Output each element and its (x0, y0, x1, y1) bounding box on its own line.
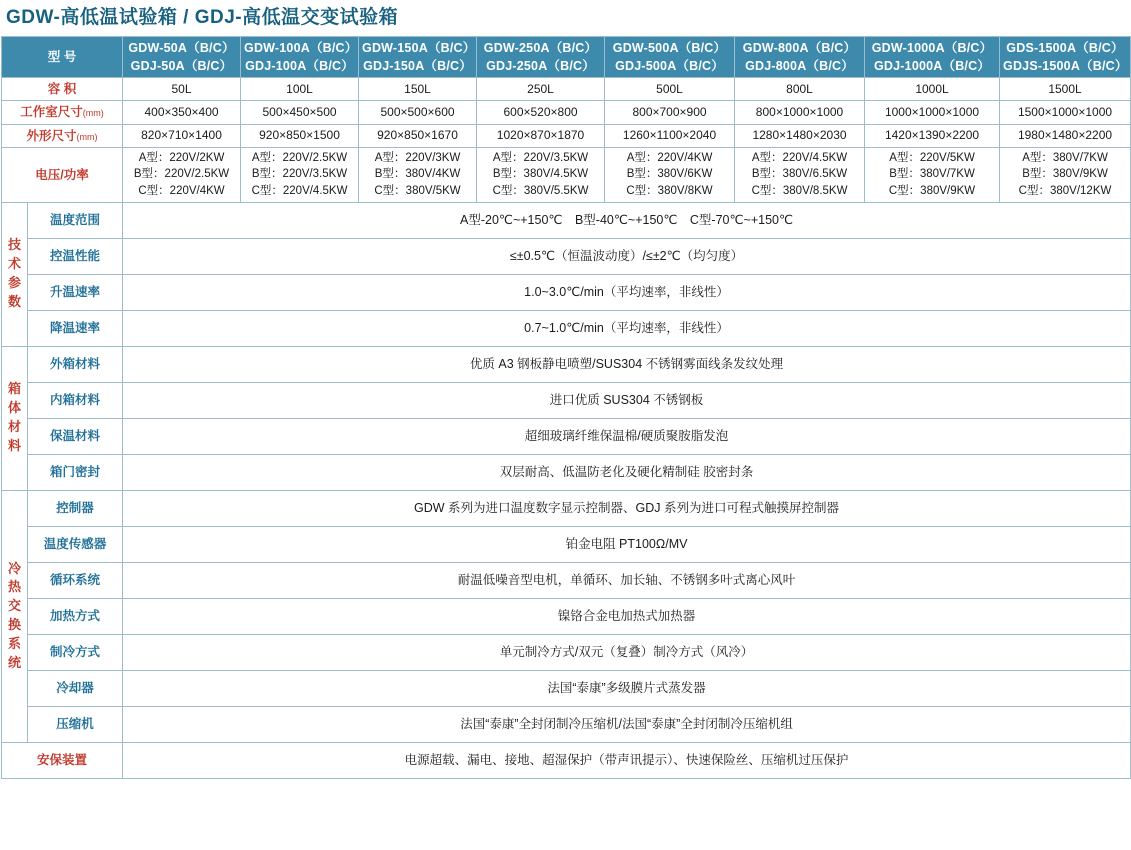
group-label-cabinet-c1: 箱 (7, 381, 21, 397)
group-label-exchange-c1: 冷 (7, 560, 21, 576)
row-label-compressor: 压缩机 (28, 706, 123, 742)
volume-value-8: 1500L (1000, 78, 1131, 101)
power-col-5-b: B型：380V/6KW (626, 168, 713, 181)
row-cooling-method (2, 634, 1131, 670)
row-value-cooling-method: 单元制冷方式/双元（复叠）制冷方式（风冷） (123, 634, 1131, 670)
power-col-8-b: B型：380V/9KW (1022, 168, 1108, 181)
inner-size-value-6: 800×1000×1000 (735, 101, 865, 124)
power-col-7-b: B型：380V/7KW (889, 168, 975, 181)
outer-size-value-2: 920×850×1500 (241, 124, 359, 147)
row-value-circulation: 耐温低噪音型电机，单循环、加长轴、不锈钢多叶式离心风叶 (123, 562, 1131, 598)
header-model-label: 型 号 (2, 37, 123, 78)
row-volume (2, 78, 1131, 101)
row-value-heating-rate: 1.0~3.0℃/min（平均速率，非线性） (123, 274, 1131, 310)
row-label-inner-material: 内箱材料 (28, 382, 123, 418)
header-model-6 (735, 37, 865, 78)
power-col-7-a: A型：220V/5KW (889, 151, 975, 164)
header-model-7 (865, 37, 1000, 78)
power-col-1 (123, 147, 241, 202)
table-header-row (2, 37, 1131, 78)
row-value-heating-method: 镍铬合金电加热式加热器 (123, 598, 1131, 634)
row-insulation-material (2, 418, 1131, 454)
row-heating-method (2, 598, 1131, 634)
volume-value-3: 150L (359, 78, 477, 101)
header-model-3 (359, 37, 477, 78)
header-model-3-line2: GDJ-150A（B/C） (363, 59, 472, 74)
outer-size-value-4: 1020×870×1870 (477, 124, 605, 147)
row-label-outer-material: 外箱材料 (28, 346, 123, 382)
row-cooling-rate (2, 310, 1131, 346)
power-col-3-b: B型：380V/4KW (374, 168, 461, 181)
header-model-2-line1: GDW-100A（B/C） (244, 41, 358, 55)
volume-value-5: 500L (605, 78, 735, 101)
group-label-tech (2, 202, 28, 346)
outer-size-value-5: 1260×1100×2040 (605, 124, 735, 147)
row-value-cooling-rate: 0.7~1.0℃/min（平均速率，非线性） (123, 310, 1131, 346)
row-label-temp-range: 温度范围 (28, 202, 123, 238)
inner-size-value-3: 500×500×600 (359, 101, 477, 124)
row-controller (2, 490, 1131, 526)
outer-size-value-3: 920×850×1670 (359, 124, 477, 147)
group-label-tech-c1: 技 (7, 237, 21, 253)
row-temp-sensor (2, 526, 1131, 562)
row-value-outer-material: 优质 A3 钢板静电喷塑/SUS304 不锈钢雾面线条发纹处理 (123, 346, 1131, 382)
power-col-3-c: C型：380V/5KW (374, 184, 461, 197)
row-outer-material (2, 346, 1131, 382)
outer-size-value-7: 1420×1390×2200 (865, 124, 1000, 147)
group-label-cabinet-c2: 体 (7, 400, 21, 416)
specification-table (1, 36, 1131, 779)
group-label-cabinet-c4: 料 (7, 437, 21, 453)
inner-size-value-1: 400×350×400 (123, 101, 241, 124)
header-model-6-line1: GDW-800A（B/C） (742, 41, 857, 55)
outer-size-value-1: 820×710×1400 (123, 124, 241, 147)
row-label-insulation-material: 保温材料 (28, 418, 123, 454)
group-label-tech-c2: 术 (7, 256, 21, 272)
power-col-5-c: C型：380V/8KW (626, 184, 713, 197)
row-label-power: 电压/功率 (2, 147, 123, 202)
outer-size-value-8: 1980×1480×2200 (1000, 124, 1131, 147)
power-col-6-a: A型：220V/4.5KW (751, 151, 848, 164)
row-label-cooler: 冷却器 (28, 670, 123, 706)
power-col-4-a: A型：220V/3.5KW (492, 151, 589, 164)
group-label-exchange (2, 490, 28, 742)
outer-size-label-text: 外形尺寸 (26, 128, 77, 143)
row-label-volume: 容 积 (2, 78, 123, 101)
inner-size-value-2: 500×450×500 (241, 101, 359, 124)
header-model-4-line1: GDW-250A（B/C） (483, 41, 598, 55)
row-cooler (2, 670, 1131, 706)
row-value-compressor: 法国“泰康”全封闭制冷压缩机/法国“泰康”全封闭制冷压缩机组 (123, 706, 1131, 742)
group-label-cabinet (2, 346, 28, 490)
volume-value-2: 100L (241, 78, 359, 101)
inner-size-value-7: 1000×1000×1000 (865, 101, 1000, 124)
power-col-3-a: A型：220V/3KW (374, 151, 461, 164)
row-label-heating-method: 加热方式 (28, 598, 123, 634)
group-label-exchange-c4: 换 (7, 617, 21, 633)
row-label-door-seal: 箱门密封 (28, 454, 123, 490)
power-col-1-b: B型：220V/2.5KW (133, 168, 230, 181)
row-inner-material (2, 382, 1131, 418)
header-model-6-line2: GDJ-800A（B/C） (745, 59, 854, 74)
row-inner-size (2, 101, 1131, 124)
group-label-cabinet-c3: 材 (7, 419, 21, 435)
group-label-exchange-c5: 系 (7, 635, 21, 651)
outer-size-unit: (mm) (76, 131, 98, 142)
header-model-7-line1: GDW-1000A（B/C） (871, 41, 993, 55)
row-value-temp-control: ≤±0.5℃（恒温波动度）/≤±2℃（均匀度） (123, 238, 1131, 274)
volume-value-1: 50L (123, 78, 241, 101)
row-temp-range (2, 202, 1131, 238)
row-door-seal (2, 454, 1131, 490)
row-label-heating-rate: 升温速率 (28, 274, 123, 310)
row-label-outer-size (2, 124, 123, 147)
power-col-3 (359, 147, 477, 202)
header-model-4 (477, 37, 605, 78)
row-value-temp-range: A型-20℃~+150℃ B型-40℃~+150℃ C型-70℃~+150℃ (123, 202, 1131, 238)
row-compressor (2, 706, 1131, 742)
volume-value-7: 1000L (865, 78, 1000, 101)
row-label-safety: 安保装置 (2, 742, 123, 778)
row-safety (2, 742, 1131, 778)
inner-size-value-8: 1500×1000×1000 (1000, 101, 1131, 124)
row-label-controller: 控制器 (28, 490, 123, 526)
power-col-2-a: A型：220V/2.5KW (251, 151, 348, 164)
row-circulation (2, 562, 1131, 598)
power-col-2-b: B型：220V/3.5KW (251, 168, 348, 181)
row-value-safety: 电源超载、漏电、接地、超湿保护（带声讯提示）、快速保险丝、压缩机过压保护 (123, 742, 1131, 778)
row-label-circulation: 循环系统 (28, 562, 123, 598)
header-model-1 (123, 37, 241, 78)
power-col-4 (477, 147, 605, 202)
group-label-exchange-c3: 交 (7, 598, 21, 614)
header-model-1-line1: GDW-50A（B/C） (128, 41, 235, 55)
header-model-8-line2: GDJS-1500A（B/C） (1003, 59, 1128, 74)
outer-size-value-6: 1280×1480×2030 (735, 124, 865, 147)
row-value-controller: GDW 系列为进口温度数字显示控制器、GDJ 系列为进口可程式触摸屏控制器 (123, 490, 1131, 526)
power-col-1-c: C型：220V/4KW (138, 184, 225, 197)
power-col-2 (241, 147, 359, 202)
power-col-8-a: A型：380V/7KW (1022, 151, 1108, 164)
group-label-exchange-c2: 热 (7, 579, 21, 595)
group-label-tech-c4: 数 (7, 293, 21, 309)
power-col-5-a: A型：220V/4KW (626, 151, 713, 164)
power-col-2-c: C型：220V/4.5KW (251, 184, 348, 197)
power-col-6-b: B型：380V/6.5KW (751, 168, 848, 181)
power-col-8-c: C型：380V/12KW (1018, 184, 1112, 197)
power-col-5 (605, 147, 735, 202)
header-model-4-line2: GDJ-250A（B/C） (486, 59, 595, 74)
power-col-4-b: B型：380V/4.5KW (492, 168, 589, 181)
row-value-cooler: 法国“泰康”多级膜片式蒸发器 (123, 670, 1131, 706)
header-model-5 (605, 37, 735, 78)
row-value-temp-sensor: 铂金电阻 PT100Ω/MV (123, 526, 1131, 562)
power-col-6-c: C型：380V/8.5KW (751, 184, 848, 197)
group-label-tech-c3: 参 (7, 275, 21, 291)
power-col-7 (865, 147, 1000, 202)
header-model-5-line2: GDJ-500A（B/C） (615, 59, 724, 74)
power-col-1-a: A型：220V/2KW (138, 151, 225, 164)
page-title: GDW-高低温试验箱 / GDJ-高低温交变试验箱 (6, 7, 399, 28)
power-col-8 (1000, 147, 1131, 202)
row-value-door-seal: 双层耐高、低温防老化及硬化精制硅 胶密封条 (123, 454, 1131, 490)
header-model-5-line1: GDW-500A（B/C） (612, 41, 727, 55)
header-model-7-line2: GDJ-1000A（B/C） (874, 59, 991, 74)
row-heating-rate (2, 274, 1131, 310)
row-label-inner-size (2, 101, 123, 124)
volume-value-4: 250L (477, 78, 605, 101)
group-label-exchange-c6: 统 (7, 654, 21, 670)
inner-size-unit: (mm) (82, 108, 104, 119)
header-model-2 (241, 37, 359, 78)
inner-size-value-5: 800×700×900 (605, 101, 735, 124)
header-model-3-line1: GDW-150A（B/C） (362, 41, 476, 55)
row-label-cooling-rate: 降温速率 (28, 310, 123, 346)
row-label-temp-control: 控温性能 (28, 238, 123, 274)
row-outer-size (2, 124, 1131, 147)
header-model-8 (1000, 37, 1131, 78)
row-label-temp-sensor: 温度传感器 (28, 526, 123, 562)
header-model-2-line2: GDJ-100A（B/C） (245, 59, 354, 74)
row-value-inner-material: 进口优质 SUS304 不锈钢板 (123, 382, 1131, 418)
inner-size-label-text: 工作室尺寸 (20, 105, 83, 120)
power-col-7-c: C型：380V/9KW (888, 184, 976, 197)
inner-size-value-4: 600×520×800 (477, 101, 605, 124)
header-model-1-line2: GDJ-50A（B/C） (130, 59, 233, 74)
volume-value-6: 800L (735, 78, 865, 101)
power-col-6 (735, 147, 865, 202)
row-power (2, 147, 1131, 202)
row-temp-control (2, 238, 1131, 274)
row-label-cooling-method: 制冷方式 (28, 634, 123, 670)
power-col-4-c: C型：380V/5.5KW (492, 184, 589, 197)
header-model-8-line1: GDS-1500A（B/C） (1006, 41, 1124, 55)
row-value-insulation-material: 超细玻璃纤维保温棉/硬质聚胺脂发泡 (123, 418, 1131, 454)
